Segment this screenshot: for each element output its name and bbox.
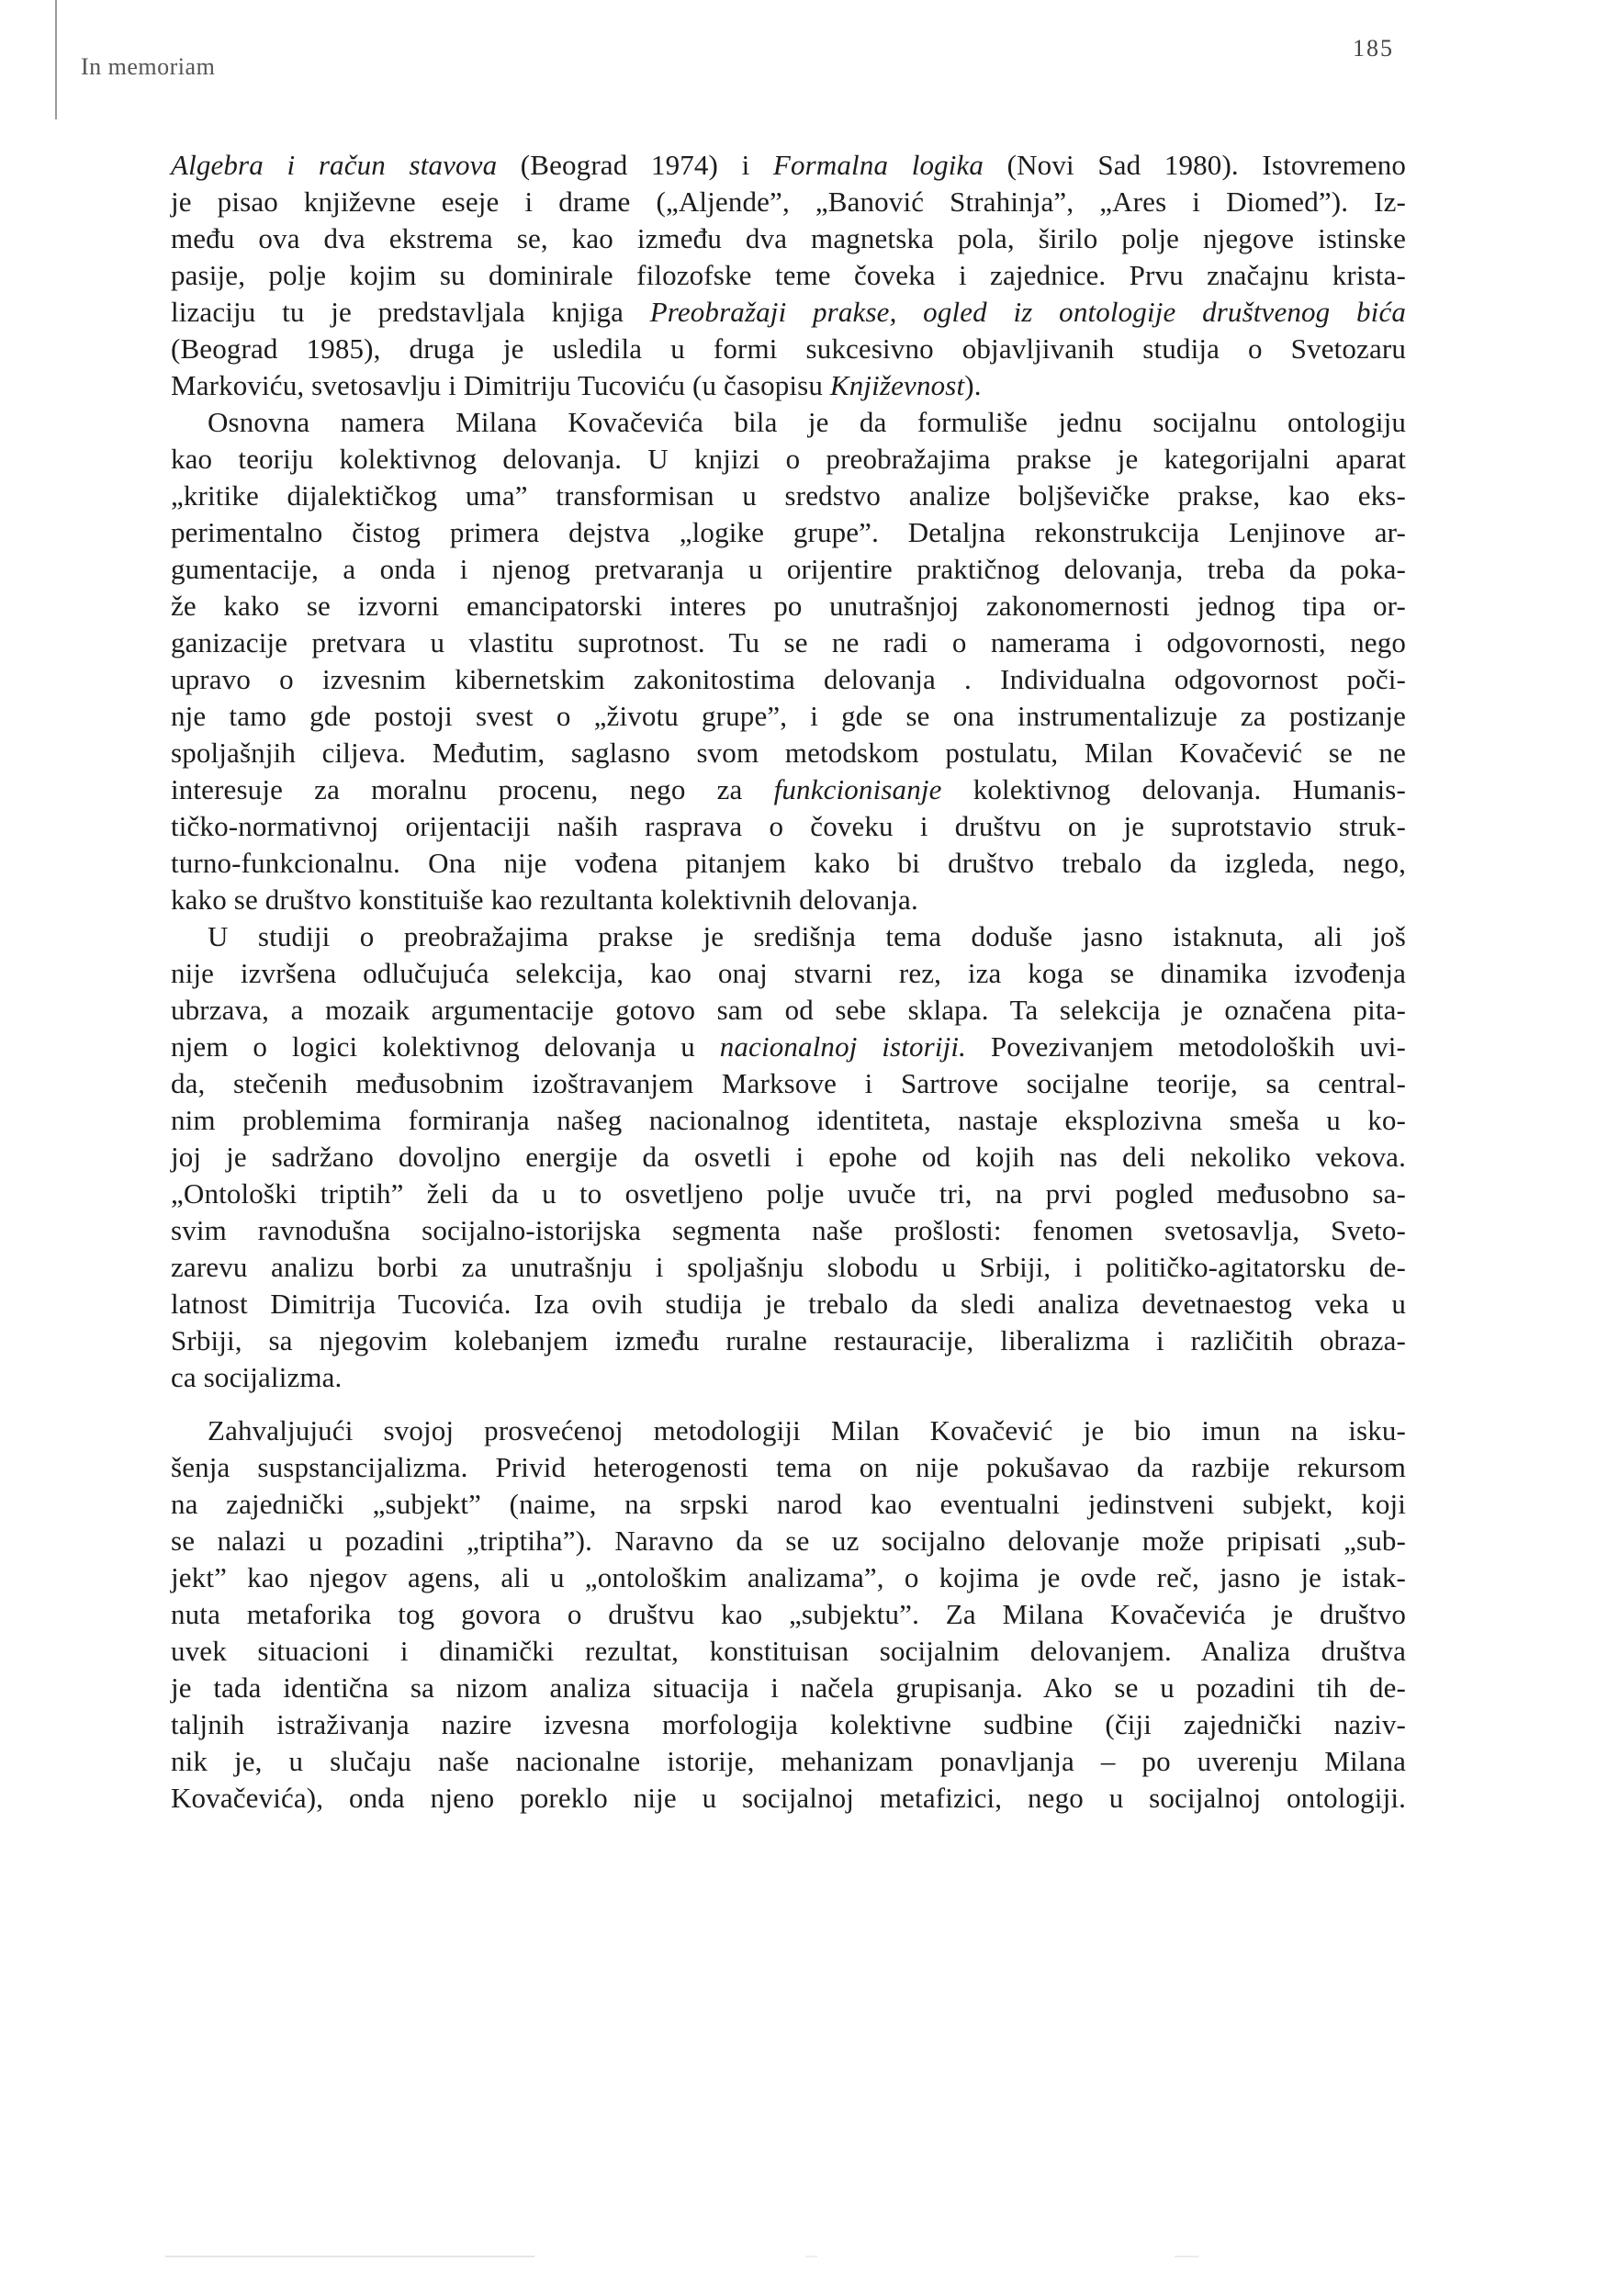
text-segment: kolektivnog delovanja. Humanis- <box>941 773 1406 805</box>
text-segment: joj je sadržano dovoljno energije da osvetli i epohe od kojih nas deli nekoliko vekova. <box>171 1141 1406 1173</box>
paragraph-gap <box>171 1396 1406 1412</box>
text-segment: uvek situacioni i dinamički rezultat, konstituisan socijalnim delovanjem. Analiza društva <box>171 1635 1406 1667</box>
italic-title-segment: Preobražaji prakse, ogled iz ontologije društvenog bića <box>649 296 1406 328</box>
text-segment: lizaciju tu je predstavljala knjiga <box>171 296 650 328</box>
text-segment: nim problemima formiranja našeg nacionalnog identiteta, nastaje eksplozivna smeša u ko- <box>171 1104 1406 1136</box>
text-line <box>171 588 1406 625</box>
text-segment: (Beograd 1985), druga je usledila u formi sukcesivno objavljivanih studija o Svetozaru <box>171 332 1406 365</box>
text-segment: šenja suspstancijalizma. Privid heterogenosti tema on nije pokušavao da razbije rekursom <box>171 1451 1406 1483</box>
text-segment: zarevu analizu borbi za unutrašnju i spoljašnju slobodu u Srbiji, i političko-agitatorsku de- <box>171 1251 1406 1283</box>
text-line <box>171 1596 1406 1633</box>
text-line <box>171 184 1406 220</box>
text-line <box>171 1249 1406 1286</box>
text-line <box>171 808 1406 845</box>
text-line <box>171 220 1406 257</box>
text-segment: latnost Dimitrija Tucovića. Iza ovih studija je trebalo da sledi analiza devetnaestog veka u <box>171 1288 1406 1320</box>
text-segment: ubrzava, a mozaik argumentacije gotovo sam od sebe sklapa. Ta selekcija je označena pita- <box>171 994 1406 1026</box>
scan-edge-line <box>55 0 57 119</box>
body-text <box>171 147 1406 1817</box>
scan-noise-footer <box>165 2256 1396 2257</box>
text-line <box>171 551 1406 588</box>
text-segment: Markoviću, svetosavlju i Dimitriju Tucoviću (u časopisu <box>171 369 830 401</box>
text-segment: svim ravnodušna socijalno-istorijska segmenta naše prošlosti: fenomen svetosavlja, Sveto- <box>171 1214 1406 1246</box>
text-segment: kako se društvo konstituiše kao rezultanta kolektivnih delovanja. <box>171 884 918 916</box>
text-segment: gumentacije, a onda i njenog pretvaranja u orijentire praktičnog delovanja, treba da poka- <box>171 553 1406 585</box>
text-segment: kao teoriju kolektivnog delovanja. U knjizi o preobražajima prakse je kategorijalni aparat <box>171 443 1406 475</box>
text-segment: upravo o izvesnim kibernetskim zakonitostima delovanja . Individualna odgovornost poči- <box>171 663 1406 695</box>
text-segment: „Ontološki triptih” želi da u to osvetljeno polje uvuče tri, na prvi pogled međusobno sa- <box>171 1177 1406 1210</box>
text-line <box>171 1212 1406 1249</box>
text-line <box>171 1139 1406 1176</box>
text-line <box>171 1102 1406 1139</box>
text-segment: nuta metaforika tog govora o društvu kao „subjektu”. Za Milana Kovačevića je društvo <box>171 1598 1406 1630</box>
text-segment: taljnih istraživanja nazire izvesna morfologija kolektivne sudbine (čiji zajednički naziv- <box>171 1708 1406 1740</box>
text-line <box>171 1523 1406 1559</box>
text-segment: Zahvaljujući svojoj prosvećenoj metodologiji Milan Kovačević je bio imun na isku- <box>208 1414 1406 1446</box>
text-line <box>171 367 1406 404</box>
text-line <box>171 845 1406 882</box>
text-segment: Srbiji, sa njegovim kolebanjem između ruralne restauracije, liberalizma i različitih obraza- <box>171 1324 1406 1356</box>
text-segment: ca socijalizma. <box>171 1361 343 1393</box>
text-line <box>171 698 1406 735</box>
italic-title-segment: nacionalnoj istoriji. <box>719 1030 967 1063</box>
text-segment: „kritike dijalektičkog uma” transformisan u sredstvo analize boljševičke prakse, kao eks- <box>171 479 1406 512</box>
text-line <box>171 992 1406 1029</box>
text-segment: njem o logici kolektivnog delovanja u <box>171 1030 720 1063</box>
text-segment: Kovačevića), onda njeno poreklo nije u socijalnoj metafizici, nego u socijalnoj ontologiji. <box>171 1782 1406 1814</box>
text-line <box>171 441 1406 478</box>
text-line <box>171 1486 1406 1523</box>
text-segment: pasije, polje kojim su dominirale filozofske teme čoveka i zajednice. Prvu značajnu krista- <box>171 259 1406 291</box>
text-line <box>171 331 1406 367</box>
text-line <box>171 147 1406 184</box>
text-segment: nik je, u slučaju naše nacionalne istorije, mehanizam ponavljanja – po uverenju Milana <box>171 1745 1406 1777</box>
page-number: 185 <box>1353 35 1394 62</box>
text-line <box>171 294 1406 331</box>
italic-title-segment: Algebra i račun stavova <box>171 149 498 181</box>
text-segment: interesuje za moralnu procenu, nego za <box>171 773 774 805</box>
text-segment: (Beograd 1974) i <box>497 149 773 181</box>
text-segment: ganizacije pretvara u vlastitu suprotnost. Tu se ne radi o namerama i odgovornosti, nego <box>171 626 1406 658</box>
text-line <box>171 1706 1406 1743</box>
text-segment: je tada identična sa nizom analiza situacija i načela grupisanja. Ako se u pozadini tih de- <box>171 1671 1406 1704</box>
text-line <box>171 625 1406 661</box>
text-line <box>171 1359 1406 1396</box>
text-line <box>171 882 1406 918</box>
text-line <box>171 661 1406 698</box>
text-line <box>171 1559 1406 1596</box>
text-segment: jekt” kao njegov agens, ali u „ontološkim analizama”, o kojima je ovde reč, jasno je istak- <box>171 1561 1406 1593</box>
italic-title-segment: funkcionisanje <box>773 773 942 805</box>
text-segment: se nalazi u pozadini „triptiha”). Naravno da se uz socijalno delovanje može pripisati „sub- <box>171 1525 1406 1557</box>
text-line <box>171 257 1406 294</box>
italic-title-segment: Formalna logika <box>772 149 984 181</box>
text-line <box>171 1743 1406 1780</box>
text-line <box>171 404 1406 441</box>
text-line <box>171 1322 1406 1359</box>
text-segment: turno-funkcionalnu. Ona nije vođena pitanjem kako bi društvo trebalo da izgleda, nego, <box>171 847 1406 879</box>
text-line <box>171 771 1406 808</box>
text-line <box>171 1633 1406 1670</box>
text-line <box>171 1780 1406 1817</box>
text-line <box>171 1176 1406 1212</box>
text-segment: nje tamo gde postoji svest o „životu grupe”, i gde se ona instrumentalizuje za postizanje <box>171 700 1406 732</box>
text-segment: na zajednički „subjekt” (naime, na srpski narod kao eventualni jedinstveni subjekt, koji <box>171 1488 1406 1520</box>
text-segment: (Novi Sad 1980). Istovremeno <box>984 149 1406 181</box>
text-line <box>171 1286 1406 1322</box>
text-segment: spoljašnjih ciljeva. Međutim, saglasno svom metodskom postulatu, Milan Kovačević se ne <box>171 737 1406 769</box>
text-segment: perimentalno čistog primera dejstva „logike grupe”. Detaljna rekonstrukcija Lenjinove ar- <box>171 516 1406 548</box>
text-line <box>171 514 1406 551</box>
text-segment: Povezivanjem metodoloških uvi- <box>966 1030 1406 1063</box>
text-line <box>171 918 1406 955</box>
text-segment: nije izvršena odlučujuća selekcija, kao onaj stvarni rez, iza koga se dinamika izvođenja <box>171 957 1406 989</box>
text-line <box>171 1412 1406 1449</box>
text-line <box>171 955 1406 992</box>
text-line <box>171 1449 1406 1486</box>
text-segment: Osnovna namera Milana Kovačevića bila je da formuliše jednu socijalnu ontologiju <box>208 406 1406 438</box>
text-segment: je pisao književne eseje i drame („Aljende”, „Banović Strahinja”, „Ares i Diomed”). Iz- <box>171 186 1406 218</box>
text-line <box>171 478 1406 514</box>
text-segment: tičko-normativnoj orijentaciji naših rasprava o čoveku i društvu on je suprotstavio struk- <box>171 810 1406 842</box>
text-segment: že kako se izvorni emancipatorski interes po unutrašnjoj zakonomernosti jednog tipa or- <box>171 590 1406 622</box>
text-line <box>171 1029 1406 1065</box>
text-line <box>171 1065 1406 1102</box>
text-line <box>171 735 1406 771</box>
italic-title-segment: Književnost <box>829 369 965 401</box>
text-segment: da, stečenih međusobnim izoštravanjem Marksove i Sartrove socijalne teorije, sa central- <box>171 1067 1406 1099</box>
text-segment: U studiji o preobražajima prakse je središnja tema doduše jasno istaknuta, ali još <box>208 920 1406 952</box>
text-segment: među ova dva ekstrema se, kao između dva magnetska pola, širilo polje njegove istinske <box>171 222 1406 254</box>
text-segment: ). <box>964 369 982 401</box>
running-head: In memoriam <box>81 53 216 80</box>
text-line <box>171 1670 1406 1706</box>
